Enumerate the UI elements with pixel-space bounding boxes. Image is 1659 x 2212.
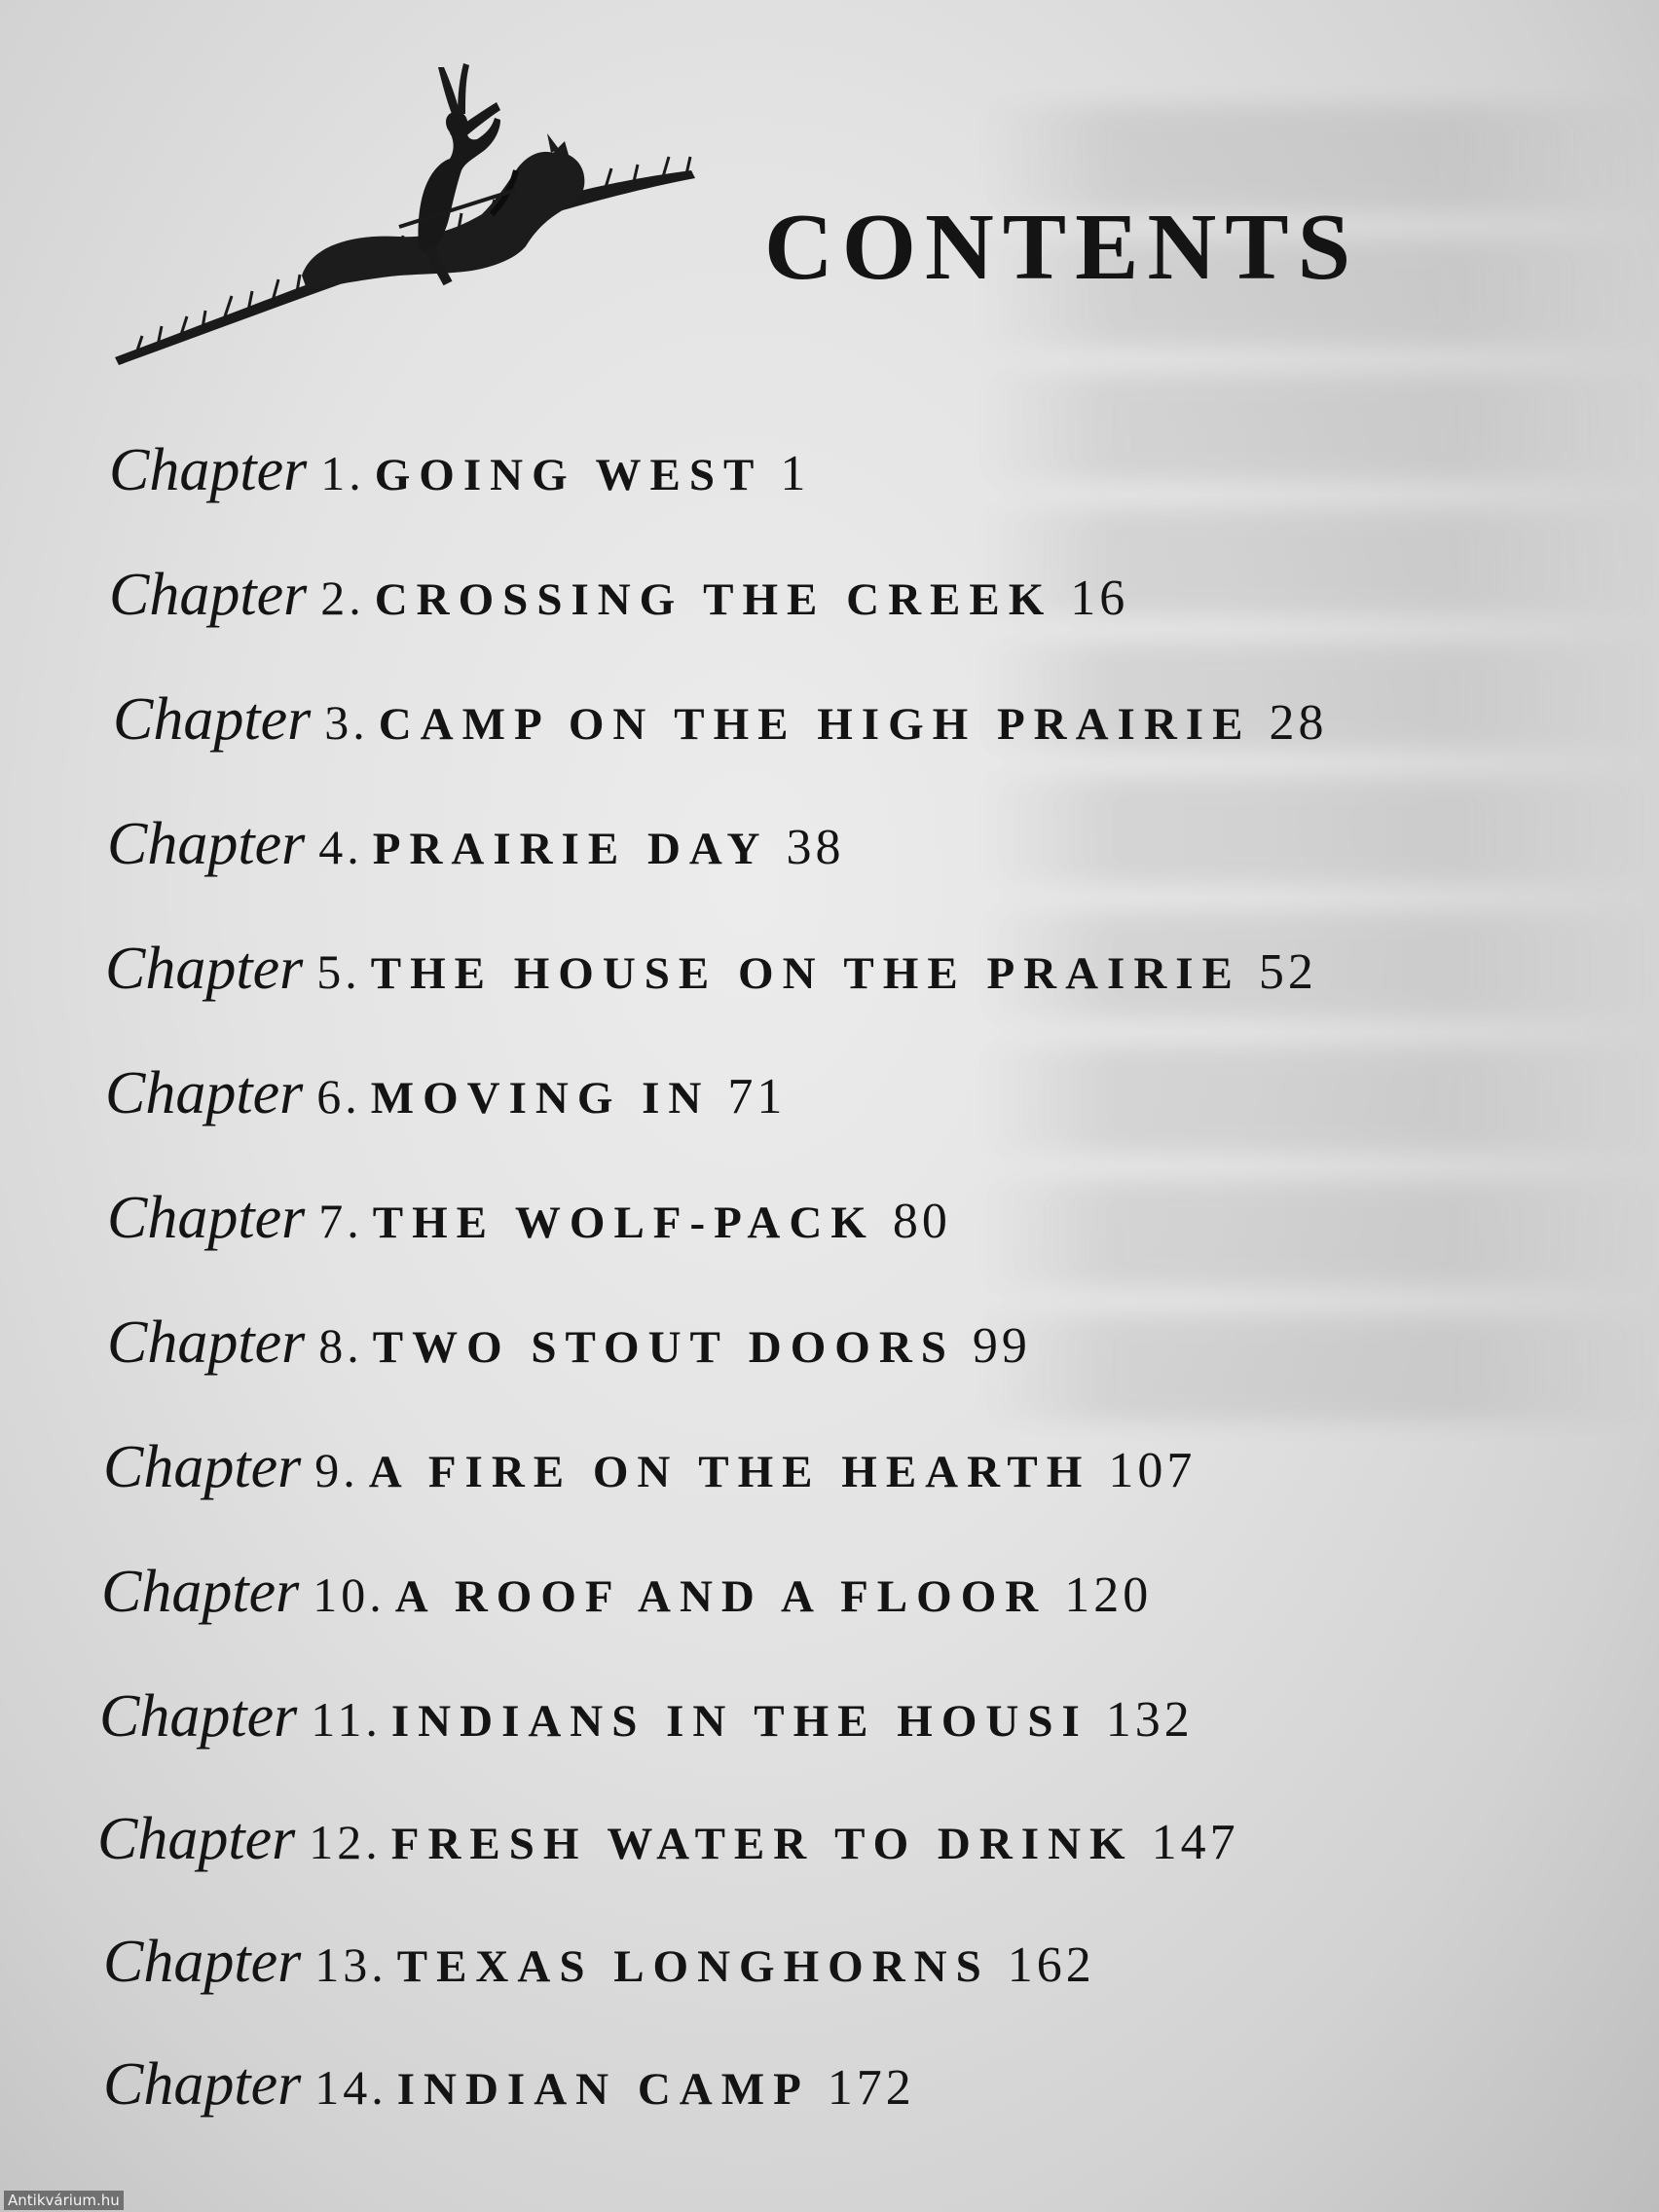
- chapter-title: THE HOUSE ON THE PRAIRIE: [370, 948, 1241, 999]
- chapter-title: PRAIRIE DAY: [372, 824, 769, 874]
- chapter-number: 2.: [320, 571, 365, 625]
- chapter-number: 5.: [316, 944, 361, 999]
- chapter-number: 8.: [318, 1318, 363, 1373]
- chapter-page-number: 172: [827, 2060, 915, 2116]
- chapter-label: Chapter: [103, 1929, 302, 1995]
- toc-entry: [113, 686, 1328, 753]
- chapter-label: Chapter: [109, 562, 308, 628]
- chapter-number: 11.: [311, 1692, 382, 1747]
- chapter-page-number: 107: [1108, 1443, 1197, 1498]
- chapter-label: Chapter: [105, 936, 304, 1002]
- chapter-title: MOVING IN: [370, 1073, 711, 1124]
- toc-entry: [107, 1309, 1031, 1376]
- chapter-number: 4.: [318, 820, 363, 874]
- chapter-title: INDIANS IN THE HOUSI: [390, 1696, 1088, 1747]
- chapter-page-number: 162: [1007, 1937, 1095, 1993]
- toc-entry: [103, 2051, 915, 2118]
- chapter-page-number: 71: [727, 1069, 787, 1124]
- chapter-title: INDIAN CAMP: [396, 2064, 810, 2115]
- chapter-number: 1.: [320, 446, 365, 500]
- toc-entry: [107, 811, 845, 877]
- toc-entry: [109, 437, 810, 503]
- chapter-page-number: 1: [780, 446, 810, 501]
- toc-entry: [105, 1060, 787, 1126]
- chapter-number: 9.: [314, 1443, 359, 1497]
- chapter-title: CAMP ON THE HIGH PRAIRIE: [378, 699, 1252, 750]
- chapter-number: 13.: [314, 1937, 387, 1992]
- chapter-label: Chapter: [107, 1309, 306, 1376]
- chapter-label: Chapter: [107, 811, 306, 877]
- chapter-title: CROSSING THE CREEK: [374, 574, 1053, 625]
- chapter-label: Chapter: [101, 1559, 300, 1625]
- chapter-title: TWO STOUT DOORS: [372, 1322, 955, 1373]
- toc-entry: [99, 1683, 1194, 1750]
- toc-entry: [103, 1929, 1095, 1995]
- toc-entry: [109, 562, 1129, 628]
- chapter-title: TEXAS LONGHORNS: [396, 1941, 990, 1992]
- chapter-number: 12.: [309, 1815, 382, 1869]
- chapter-page-number: 99: [972, 1318, 1031, 1374]
- chapter-title: GOING WEST: [374, 450, 763, 500]
- toc-entry: [105, 936, 1317, 1002]
- toc-entry: [107, 1185, 951, 1251]
- chapter-page-number: 80: [892, 1194, 951, 1249]
- chapter-number: 7.: [318, 1194, 363, 1248]
- toc-entry: [103, 1434, 1197, 1500]
- chapter-page-number: 38: [786, 820, 845, 875]
- chapter-page-number: 120: [1064, 1567, 1153, 1623]
- chapter-label: Chapter: [105, 1060, 304, 1126]
- chapter-label: Chapter: [103, 1434, 302, 1500]
- chapter-label: Chapter: [99, 1683, 298, 1750]
- chapter-page-number: 16: [1070, 571, 1129, 626]
- chapter-title: A FIRE ON THE HEARTH: [368, 1447, 1091, 1497]
- chapter-page-number: 28: [1269, 695, 1328, 751]
- chapter-page-number: 52: [1258, 944, 1317, 1000]
- chapter-page-number: 147: [1151, 1815, 1239, 1870]
- chapter-title: THE WOLF-PACK: [372, 1198, 875, 1248]
- chapter-number: 14.: [314, 2060, 387, 2115]
- chapter-title: FRESH WATER TO DRINK: [390, 1819, 1134, 1869]
- chapter-title: A ROOF AND A FLOOR: [394, 1571, 1048, 1622]
- chapter-page-number: 132: [1105, 1692, 1194, 1748]
- chapter-number: 3.: [324, 695, 369, 750]
- chapter-label: Chapter: [113, 686, 312, 753]
- chapter-label: Chapter: [97, 1806, 296, 1872]
- chapter-number: 6.: [316, 1069, 361, 1124]
- toc-entry: [101, 1559, 1153, 1625]
- toc-entry: [97, 1806, 1239, 1872]
- page-title: CONTENTS: [764, 195, 1360, 300]
- chapter-label: Chapter: [109, 437, 308, 503]
- chapter-number: 10.: [313, 1567, 386, 1622]
- chapter-label: Chapter: [103, 2051, 302, 2118]
- chapter-label: Chapter: [107, 1185, 306, 1251]
- watermark: Antikvárium.hu: [4, 2191, 124, 2210]
